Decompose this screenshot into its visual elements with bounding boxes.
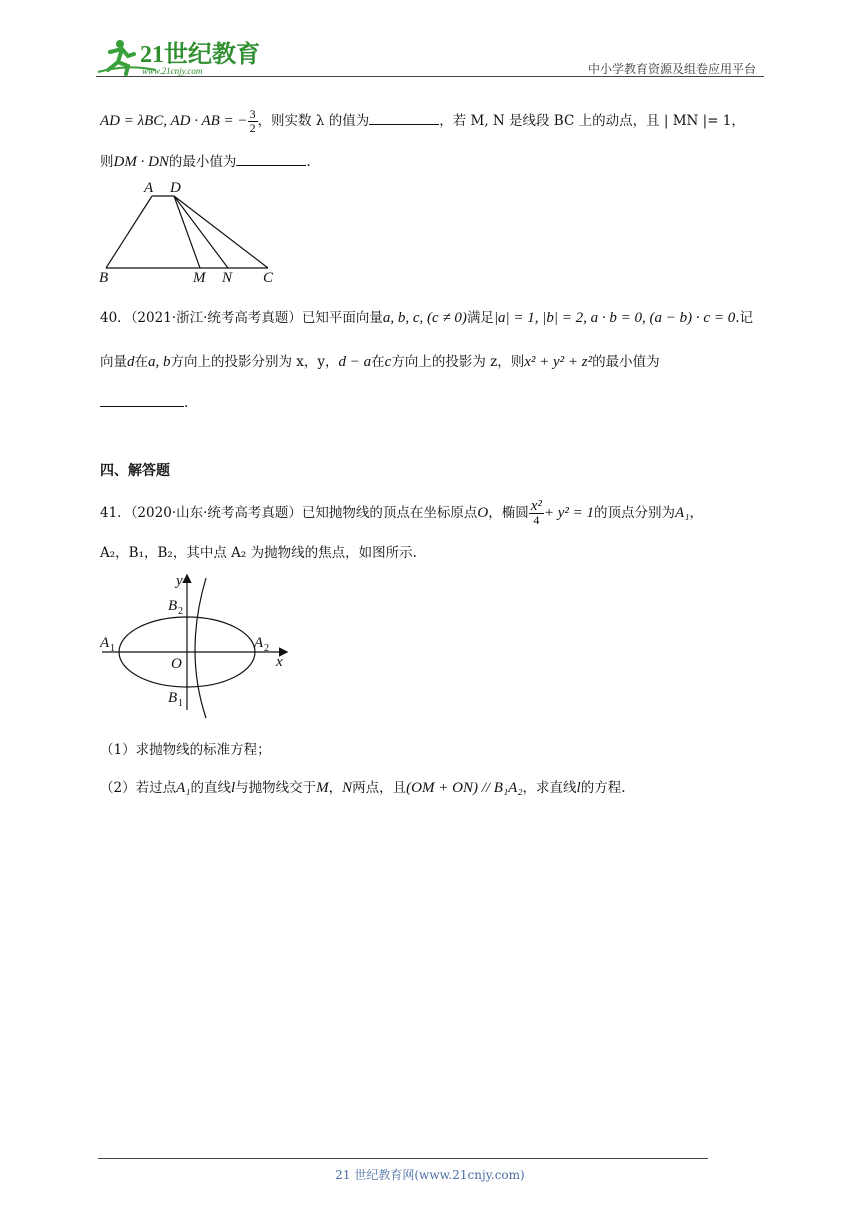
q40-t2c: 在: [134, 354, 148, 370]
q41-p2-l2: l: [576, 780, 581, 796]
q39-text1: ，则实数 λ 的值为: [257, 113, 370, 129]
label-b2-sub: 2: [178, 606, 183, 617]
label-a2: A: [254, 635, 264, 651]
q41-line2: A₂，B₁，B₂，其中点 A₂ 为抛物线的焦点，如图所示.: [100, 545, 417, 561]
label-m: M: [193, 270, 206, 286]
q40-text1: 已知平面向量: [301, 310, 383, 326]
footer-divider: [98, 1158, 708, 1159]
q40-t2g: 在: [371, 354, 385, 370]
q40-vectors: a, b, c, (c ≠ 0): [382, 310, 467, 326]
segment-dm: [174, 196, 200, 268]
label-b2: B: [168, 598, 178, 614]
section-title-answer: 四、解答题: [100, 463, 170, 479]
segment-dc: [174, 196, 268, 268]
q39-fraction: [248, 108, 258, 135]
q41-p2d: ，: [328, 780, 343, 796]
q41-part1: （1）求抛物线的标准方程；: [100, 742, 271, 758]
q39-trapezoid-figure: [96, 176, 286, 286]
q41-ellipse-frac: [529, 500, 544, 527]
q41-p2c: 与抛物线交于: [235, 780, 317, 796]
label-b1: B: [168, 690, 178, 706]
label-b1-sub: 1: [178, 698, 183, 709]
q41-p2g: 的方程.: [580, 780, 626, 796]
q40-line1: [100, 306, 753, 327]
q39-blank1: [369, 110, 439, 125]
q41-t1c: 的顶点分别为: [594, 505, 676, 521]
q40-vec-ab: a, b: [148, 354, 171, 370]
segment-dn: [174, 196, 228, 268]
logo-text: 21世纪教育: [140, 42, 260, 68]
q41-p2-a1: A₁: [176, 780, 191, 796]
q39-line1: [100, 108, 745, 135]
segment-ab: [106, 196, 152, 268]
q40-vec-d-minus-a: d − a: [338, 354, 372, 370]
q41-p2-l: l: [230, 780, 236, 796]
q39-period: .: [306, 154, 311, 170]
q39-blank2: [236, 151, 306, 166]
q41-t1a: 已知抛物线的顶点在坐标原点: [301, 505, 478, 521]
q41-ellipse-figure: [96, 570, 296, 720]
label-origin: O: [171, 656, 182, 672]
q40-sum-squares: x² + y² + z²: [524, 354, 593, 370]
q41-p2a: （2）若过点: [100, 780, 177, 796]
q39-text3-prefix: 则: [100, 154, 114, 170]
q41-p2f: ，求直线: [522, 780, 577, 796]
q40-source: （2021·浙江·统考高考真题）: [130, 310, 302, 326]
q40-end1: .记: [735, 310, 753, 326]
label-a2-sub: 2: [264, 643, 269, 654]
q41-p2b: 的直线: [190, 780, 231, 796]
q41-origin: O: [477, 505, 489, 521]
q40-conditions: |a| = 1, |b| = 2, a · b = 0, (a − b) · c = 0: [493, 310, 736, 326]
q39-frac-den: 2: [249, 121, 256, 135]
q41-ellipse-den: 4: [533, 513, 540, 527]
q41-t1b: ，椭圆: [488, 505, 529, 521]
q40-t2end: 的最小值为: [592, 354, 660, 370]
q40-vec-c: c: [384, 354, 392, 370]
label-a1-sub: 1: [110, 643, 115, 654]
q40-line2: [100, 350, 660, 371]
q40-period: .: [184, 395, 189, 411]
q40-mid: 满足: [466, 310, 494, 326]
q40-t2a: 向量: [100, 354, 127, 370]
label-d: D: [170, 180, 181, 196]
q40-number: 40．: [100, 310, 131, 326]
q39-expr: AD = λBC, AD · AB = −: [100, 113, 248, 129]
q41-p2-m: M: [316, 780, 329, 796]
q39-text2: ，若 M, N 是线段 BC 上的动点，且 | MN |= 1，: [439, 113, 745, 129]
parabola-curve: [195, 578, 206, 718]
q41-a1: A₁: [675, 505, 690, 521]
q40-blank: [100, 392, 184, 407]
site-name: 中小学教育资源及组卷应用平台: [587, 62, 756, 76]
q41-line1: [100, 500, 703, 527]
q41-ellipse-num: x²: [530, 498, 542, 514]
header-divider: [96, 76, 764, 77]
q41-number: 41．: [100, 505, 131, 521]
q41-source: （2020·山东·统考高考真题）: [130, 505, 302, 521]
label-x: x: [276, 654, 283, 670]
label-n: N: [222, 270, 233, 286]
q39-frac-num: 3: [249, 107, 256, 121]
q41-comma: ，: [689, 505, 703, 521]
footer-text: 21 世纪教育网(www.21cnjy.com): [335, 1168, 525, 1182]
q41-p2-n: N: [342, 780, 353, 796]
q40-vec-d: d: [127, 354, 135, 370]
logo-url-text: www.21cnjy.com: [142, 66, 203, 76]
label-y: y: [176, 573, 183, 589]
label-a1: A: [100, 635, 110, 651]
q41-part2: [100, 776, 626, 797]
q41-ellipse-rest: + y² = 1: [543, 505, 595, 521]
label-b: B: [99, 270, 109, 286]
q39-text3-suffix: 的最小值为: [168, 154, 237, 170]
q39-line2: [100, 150, 311, 171]
q41-p2e: 两点，且: [352, 780, 407, 796]
q39-text3-expr: DM · DN: [113, 154, 169, 170]
label-a: A: [144, 180, 154, 196]
site-logo: [96, 34, 276, 78]
q40-t2e: 方向上的投影分别为 x，y，: [170, 354, 339, 370]
label-c: C: [263, 270, 274, 286]
q41-p2-expr: (OM + ON) // B₁A₂: [406, 780, 523, 796]
q40-t2i: 方向上的投影为 z，则: [391, 354, 525, 370]
q40-line3: [100, 392, 188, 411]
